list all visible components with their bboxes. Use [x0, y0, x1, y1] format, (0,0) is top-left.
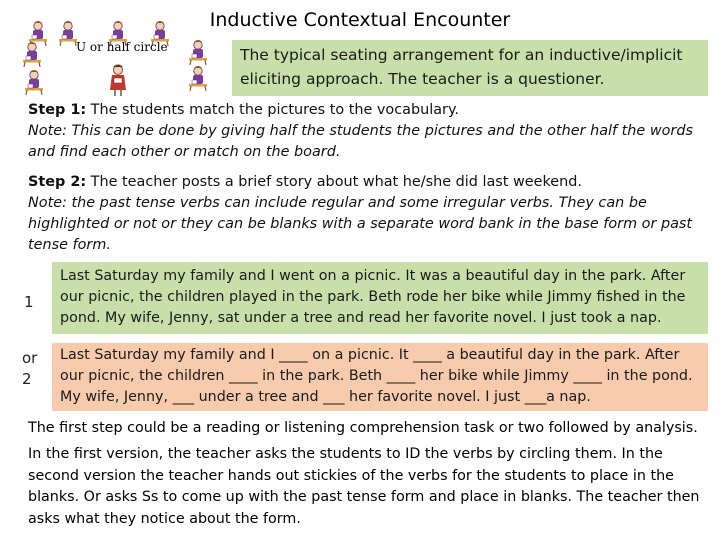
analysis-paragraph-2: In the first version, the teacher asks the students to ID the verbs by circling them. In the second version the teacher hands out stickies of the verbs for the students to place in the blanks. Or asks Ss to come up with the past tense form and place in blanks. The teacher then asks what they notice about the form.: [28, 446, 700, 527]
step-2-note: Note: the past tense verbs can include regular and some irregular verbs. They can be highlighted or not or they can be blanks with a separate word bank in the base form or past tense form.: [28, 195, 693, 253]
student-figure-icon: [25, 70, 43, 95]
page-title: Inductive Contextual Encounter: [209, 9, 511, 31]
seating-diagram: [22, 20, 212, 104]
student-figure-icon: [189, 66, 207, 91]
seating-description-box: The typical seating arrangement for an inductive/implicit eliciting approach. The teacher is a questioner.: [232, 40, 708, 96]
step-1-heading: Step 1:: [28, 102, 87, 118]
version-1-number: 1: [24, 293, 34, 311]
step-1-block: [28, 100, 718, 163]
student-figure-icon: [59, 21, 77, 46]
step-2-block: [28, 172, 718, 256]
student-figure-icon: [189, 40, 207, 65]
step-1-note: Note: This can be done by giving half the students the pictures and the other half the words and find each other or match on the board.: [28, 123, 693, 160]
seating-label: U or half circle: [76, 40, 168, 54]
story-version-1-box: Last Saturday my family and I went on a picnic. It was a beautiful day in the park. After our picnic, the children played in the park. Beth rode her bike while Jimmy fished in the pond. My wife, Jenny, sat under a tree and read her favorite novel. I just took a nap.: [52, 262, 708, 334]
version-2-number: or 2: [22, 349, 38, 388]
story-version-2-box: Last Saturday my family and I ____ on a picnic. It ____ a beautiful day in the park. After our picnic, the children ____ in the park. Beth ____ her bike while Jimmy ____ in the pond. My wife, Jenny, ___ under a tree and ___ her favorite novel. I just ___a nap.: [52, 343, 708, 411]
student-figure-icon: [23, 42, 41, 67]
analysis-paragraph-1: The first step could be a reading or listening comprehension task or two followed by analysis.: [28, 420, 698, 436]
step-2-text: The teacher posts a brief story about what he/she did last weekend.: [86, 174, 582, 190]
step-1-text: The students match the pictures to the vocabulary.: [86, 102, 459, 118]
step-2-heading: Step 2:: [28, 174, 87, 190]
teacher-figure-icon: [110, 65, 126, 97]
